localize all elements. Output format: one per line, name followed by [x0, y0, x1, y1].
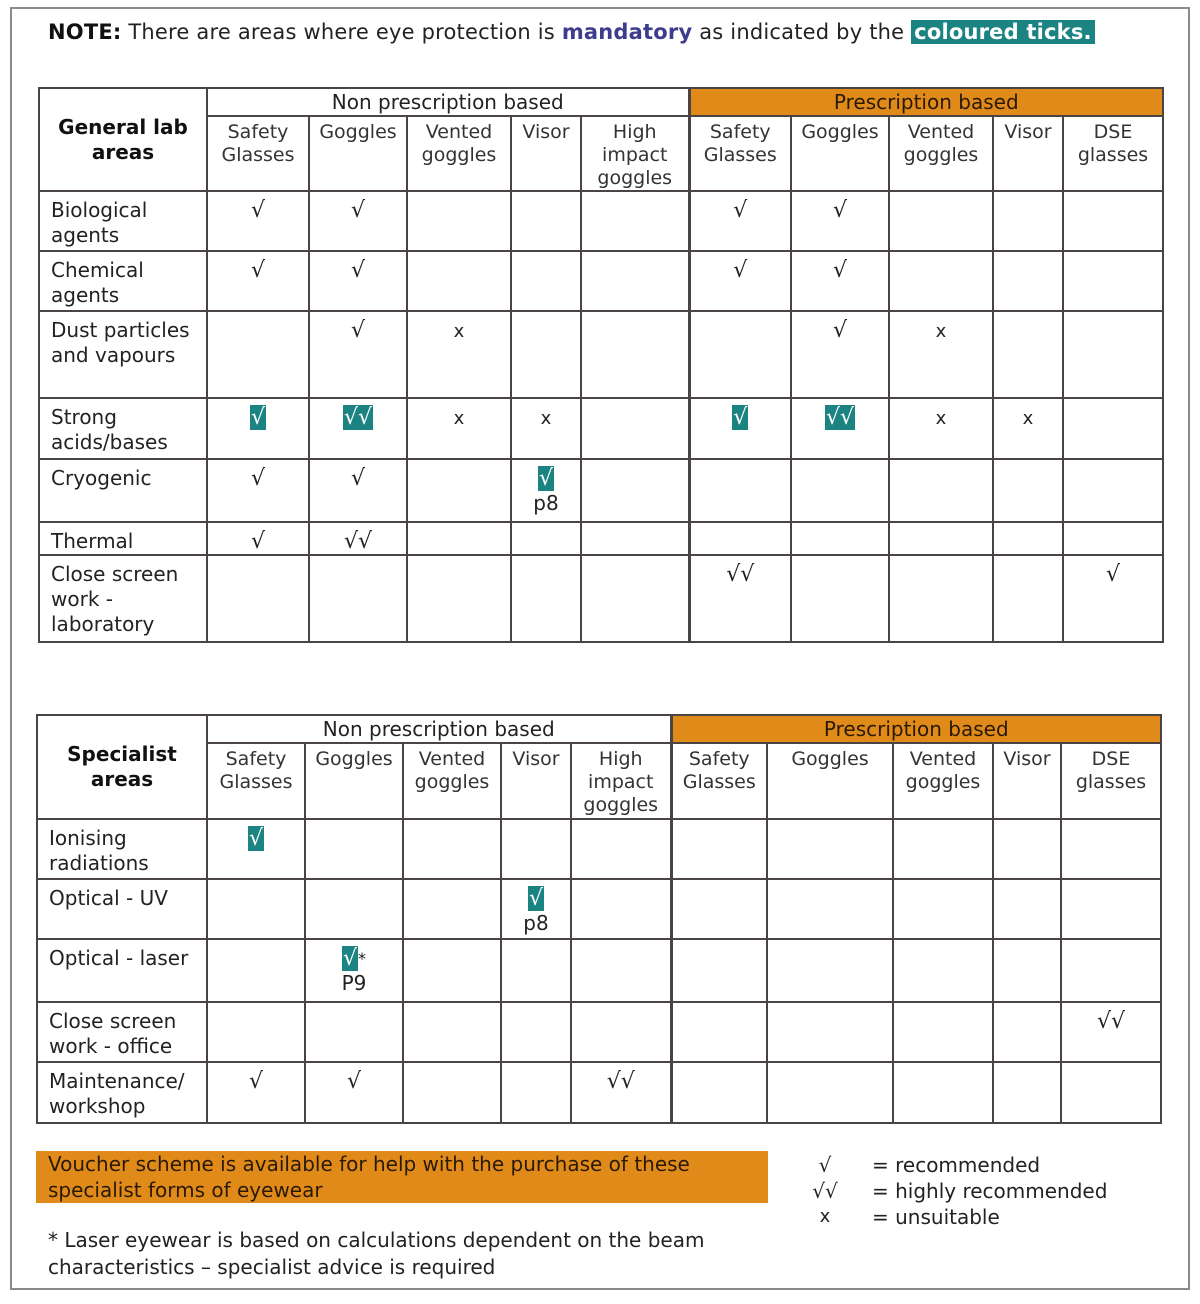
- specialist-table: [36, 714, 1162, 1124]
- table-row: [37, 1062, 1161, 1123]
- table-cell: [993, 1002, 1061, 1062]
- table-cell: [993, 522, 1063, 555]
- column-header: High impact goggles: [581, 116, 689, 191]
- recommended-tick: √: [250, 198, 266, 223]
- table-cell: [581, 191, 689, 251]
- table-cell: [305, 819, 403, 879]
- table-cell: [1061, 1062, 1161, 1123]
- table-cell: [767, 879, 893, 939]
- table-cell: [403, 939, 501, 1002]
- row-label: Close screen work - laboratory: [39, 555, 207, 642]
- note-banner: [48, 20, 1095, 44]
- column-header: Safety Glasses: [689, 116, 791, 191]
- table-cell: [305, 879, 403, 939]
- recommended-tick: √: [250, 258, 266, 283]
- unsuitable-mark: x: [453, 408, 465, 429]
- row-label: Strong acids/bases: [39, 398, 207, 459]
- mandatory-tick: √: [733, 405, 748, 430]
- legend-symbol: √√: [812, 1179, 838, 1203]
- table-cell: [791, 555, 889, 642]
- table-row: [39, 251, 1163, 311]
- table-cell: [993, 191, 1063, 251]
- column-header: Visor: [511, 116, 581, 191]
- unsuitable-mark: x: [935, 321, 947, 342]
- table-cell: [1061, 939, 1161, 1002]
- page-reference: p8: [533, 491, 559, 515]
- recommended-tick: √: [733, 258, 748, 283]
- table-body: [37, 819, 1161, 1123]
- table-cell: [309, 398, 407, 459]
- recommended-tick: √: [832, 198, 848, 223]
- table-cell: [309, 555, 407, 642]
- recommended-tick: √: [832, 318, 848, 343]
- table-cell: [309, 459, 407, 522]
- table-cell: [689, 555, 791, 642]
- table-cell: [305, 939, 403, 1002]
- table-cell: [889, 459, 993, 522]
- area-header: General lab areas: [39, 88, 207, 191]
- column-header: Vented goggles: [407, 116, 511, 191]
- table-cell: [207, 939, 305, 1002]
- table-cell: [403, 879, 501, 939]
- table-cell: [993, 398, 1063, 459]
- table-cell: [581, 311, 689, 398]
- table-cell: [571, 939, 671, 1002]
- table-cell: [1063, 251, 1163, 311]
- table-cell: [791, 398, 889, 459]
- row-label: Thermal: [39, 522, 207, 555]
- legend-meaning: = unsuitable: [872, 1205, 1000, 1229]
- table-cell: [511, 311, 581, 398]
- highly-recommended-tick: √√: [726, 562, 755, 587]
- table-cell: [581, 522, 689, 555]
- table-cell: [1063, 522, 1163, 555]
- table-cell: [207, 1062, 305, 1123]
- mandatory-tick: √: [342, 946, 358, 971]
- table-cell: [407, 191, 511, 251]
- mandatory-tick: √√: [825, 405, 855, 430]
- table-cell: [889, 191, 993, 251]
- note-label: NOTE:: [48, 20, 122, 44]
- row-label: Close screen work - office: [37, 1002, 207, 1062]
- table-cell: [689, 398, 791, 459]
- table-cell: [403, 819, 501, 879]
- table-cell: [501, 1002, 571, 1062]
- table-cell: [501, 879, 571, 939]
- column-header: Goggles: [309, 116, 407, 191]
- group-prescription: Prescription based: [689, 88, 1163, 116]
- recommended-tick: √: [350, 198, 366, 223]
- table-cell: [1061, 879, 1161, 939]
- table-cell: [207, 819, 305, 879]
- table-cell: [1061, 1002, 1161, 1062]
- voucher-notice: Voucher scheme is available for help with the purchase of these specialist forms of eyewear: [36, 1151, 768, 1203]
- footnote-marker: *: [358, 949, 367, 968]
- mandatory-tick: √: [250, 405, 266, 430]
- table-row: [39, 398, 1163, 459]
- table-cell: [581, 398, 689, 459]
- table-cell: [689, 251, 791, 311]
- legend-meaning: = recommended: [872, 1153, 1041, 1177]
- table-cell: [1061, 819, 1161, 879]
- table-cell: [207, 879, 305, 939]
- table-cell: [993, 311, 1063, 398]
- table-row: [39, 555, 1163, 642]
- column-header: Visor: [993, 116, 1063, 191]
- column-header: Visor: [993, 743, 1061, 819]
- table-cell: [893, 1062, 993, 1123]
- table-cell: [689, 191, 791, 251]
- table-cell: [511, 398, 581, 459]
- table-cell: [407, 251, 511, 311]
- unsuitable-mark: x: [540, 408, 552, 429]
- column-header: Safety Glasses: [207, 743, 305, 819]
- recommended-tick: √: [733, 198, 748, 223]
- column-header: Goggles: [305, 743, 403, 819]
- table-cell: [889, 522, 993, 555]
- table-cell: [501, 1062, 571, 1123]
- table-row: [37, 1002, 1161, 1062]
- table-cell: [889, 251, 993, 311]
- table-cell: [671, 1062, 767, 1123]
- recommended-tick: √: [350, 318, 366, 343]
- row-label: Biological agents: [39, 191, 207, 251]
- table-cell: [501, 819, 571, 879]
- column-header: Vented goggles: [403, 743, 501, 819]
- row-label: Chemical agents: [39, 251, 207, 311]
- table-cell: [511, 251, 581, 311]
- table-cell: [993, 1062, 1061, 1123]
- column-header: Vented goggles: [893, 743, 993, 819]
- recommended-tick: √: [346, 1069, 362, 1094]
- table-cell: [671, 879, 767, 939]
- table-cell: [767, 1002, 893, 1062]
- recommended-tick: √: [250, 466, 266, 491]
- table-cell: [889, 555, 993, 642]
- table-cell: [407, 555, 511, 642]
- table-cell: [407, 522, 511, 555]
- column-headers: [39, 116, 1163, 191]
- table-cell: [207, 1002, 305, 1062]
- column-header: DSE glasses: [1063, 116, 1163, 191]
- table-cell: [407, 459, 511, 522]
- legend: [790, 1152, 1107, 1230]
- page-reference: p8: [523, 911, 549, 935]
- table-cell: [791, 459, 889, 522]
- table-cell: [305, 1062, 403, 1123]
- column-header: DSE glasses: [1061, 743, 1161, 819]
- table-cell: [207, 311, 309, 398]
- table-cell: [309, 311, 407, 398]
- mandatory-tick: √: [528, 886, 544, 911]
- table-cell: [207, 191, 309, 251]
- unsuitable-mark: x: [1022, 408, 1034, 429]
- note-text-after: as indicated by the: [692, 20, 912, 44]
- row-label: Cryogenic: [39, 459, 207, 522]
- column-header: Visor: [501, 743, 571, 819]
- table-cell: [791, 311, 889, 398]
- highly-recommended-tick: √√: [1097, 1009, 1126, 1034]
- legend-meaning: = highly recommended: [872, 1179, 1108, 1203]
- table-cell: [309, 522, 407, 555]
- table-cell: [893, 819, 993, 879]
- recommended-tick: √: [1106, 562, 1121, 587]
- mandatory-tick: √: [248, 826, 264, 851]
- table-cell: [207, 522, 309, 555]
- table-cell: [571, 1002, 671, 1062]
- column-header: Goggles: [791, 116, 889, 191]
- table-cell: [893, 1002, 993, 1062]
- table-cell: [581, 459, 689, 522]
- table-cell: [689, 522, 791, 555]
- row-label: Dust particles and vapours: [39, 311, 207, 398]
- table-cell: [305, 1002, 403, 1062]
- table-cell: [207, 459, 309, 522]
- recommended-tick: √: [832, 258, 848, 283]
- table-cell: [791, 191, 889, 251]
- table-cell: [993, 555, 1063, 642]
- table-cell: [403, 1062, 501, 1123]
- table-cell: [511, 459, 581, 522]
- table-cell: [767, 1062, 893, 1123]
- column-header: Safety Glasses: [671, 743, 767, 819]
- row-label: Ionising radiations: [37, 819, 207, 879]
- table-cell: [1063, 311, 1163, 398]
- table-cell: [767, 939, 893, 1002]
- recommended-tick: √: [248, 1069, 264, 1094]
- table-cell: [571, 1062, 671, 1123]
- table-row: [39, 459, 1163, 522]
- table-cell: [791, 251, 889, 311]
- table-cell: [671, 819, 767, 879]
- row-label: Optical - UV: [37, 879, 207, 939]
- table-cell: [689, 311, 791, 398]
- table-cell: [1063, 555, 1163, 642]
- table-body: [39, 191, 1163, 642]
- recommended-tick: √: [350, 258, 366, 283]
- table-cell: [689, 459, 791, 522]
- legend-item: [790, 1152, 1107, 1178]
- note-mandatory: mandatory: [561, 20, 693, 44]
- table-cell: [571, 879, 671, 939]
- table-cell: [581, 251, 689, 311]
- column-header: Goggles: [767, 743, 893, 819]
- mandatory-tick: √√: [343, 405, 373, 430]
- table-cell: [511, 191, 581, 251]
- table-cell: [407, 398, 511, 459]
- table-cell: [893, 879, 993, 939]
- group-prescription: Prescription based: [671, 715, 1161, 743]
- table-row: [37, 939, 1161, 1002]
- table-cell: [207, 555, 309, 642]
- table-row: [37, 819, 1161, 879]
- table-cell: [889, 311, 993, 398]
- table-cell: [993, 879, 1061, 939]
- table-cell: [889, 398, 993, 459]
- page-reference: P9: [341, 971, 367, 995]
- mandatory-tick: √: [538, 466, 554, 491]
- highly-recommended-tick: √√: [343, 529, 373, 554]
- table-cell: [993, 251, 1063, 311]
- table-row: [39, 522, 1163, 555]
- table-cell: [1063, 191, 1163, 251]
- column-header: Vented goggles: [889, 116, 993, 191]
- table-row: [37, 879, 1161, 939]
- table-cell: [993, 819, 1061, 879]
- legend-item: [790, 1204, 1107, 1230]
- table-cell: [309, 251, 407, 311]
- unsuitable-mark: x: [935, 408, 947, 429]
- note-coloured-ticks: coloured ticks.: [911, 20, 1095, 44]
- legend-item: [790, 1178, 1107, 1204]
- table-cell: [791, 522, 889, 555]
- table-cell: [767, 819, 893, 879]
- row-label: Optical - laser: [37, 939, 207, 1002]
- table-cell: [501, 939, 571, 1002]
- table-cell: [403, 1002, 501, 1062]
- table-cell: [309, 191, 407, 251]
- group-non-prescription: Non prescription based: [207, 88, 689, 116]
- recommended-tick: √: [250, 529, 266, 554]
- general-lab-table: [38, 87, 1164, 643]
- legend-symbol: √: [818, 1153, 832, 1177]
- area-header: Specialist areas: [37, 715, 207, 819]
- table-cell: [893, 939, 993, 1002]
- highly-recommended-tick: √√: [606, 1069, 635, 1094]
- row-label: Maintenance/ workshop: [37, 1062, 207, 1123]
- table-cell: [1063, 459, 1163, 522]
- note-text-before: There are areas where eye protection is: [121, 20, 562, 44]
- table-cell: [1063, 398, 1163, 459]
- table-cell: [511, 522, 581, 555]
- table-cell: [207, 251, 309, 311]
- column-header: Safety Glasses: [207, 116, 309, 191]
- table-row: [39, 191, 1163, 251]
- recommended-tick: √: [350, 466, 366, 491]
- table-cell: [671, 939, 767, 1002]
- table-cell: [571, 819, 671, 879]
- unsuitable-mark: x: [453, 321, 465, 342]
- table-cell: [671, 1002, 767, 1062]
- group-non-prescription: Non prescription based: [207, 715, 671, 743]
- table-cell: [993, 459, 1063, 522]
- legend-symbol: x: [819, 1206, 831, 1227]
- table-row: [39, 311, 1163, 398]
- laser-footnote: * Laser eyewear is based on calculations dependent on the beam characteristics – specialist advice is required: [48, 1228, 705, 1279]
- table-cell: [511, 555, 581, 642]
- column-header: High impact goggles: [571, 743, 671, 819]
- table-cell: [581, 555, 689, 642]
- table-cell: [407, 311, 511, 398]
- table-cell: [207, 398, 309, 459]
- table-cell: [993, 939, 1061, 1002]
